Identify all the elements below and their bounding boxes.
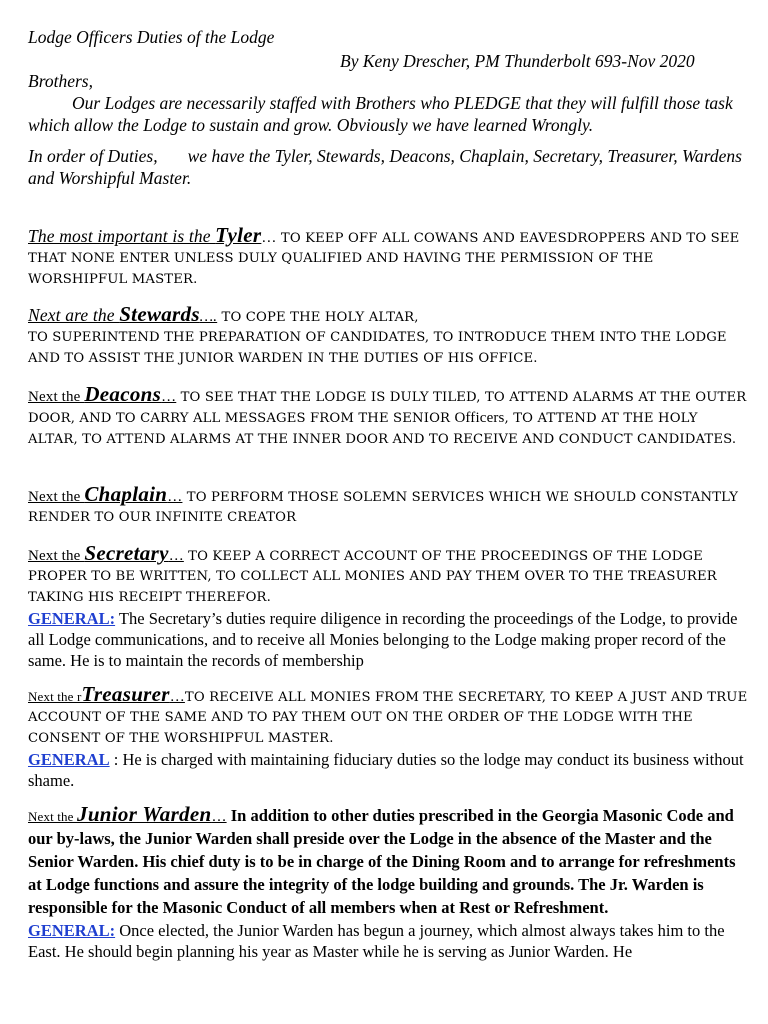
- secretary-general-text: The Secretary’s duties require diligence in recording the proceedings of the Lodge, to provide all Lodge communications, and to receive all Monies belonging to the Lodge making proper record of the same. He is to maintain the records of membership: [28, 608, 738, 670]
- intro-paragraph-text: Our Lodges are necessarily staffed with Brothers who PLEDGE that they will fulfill those task which allow the Lodge to sustain and grow. Obviously we have learned Wrongly.: [28, 93, 733, 135]
- secretary-lead: Next the Secretary…: [28, 541, 184, 565]
- order-paragraph: [28, 145, 748, 189]
- stewards-lead: Next are the Stewards….: [28, 302, 218, 326]
- document-header: [28, 26, 748, 71]
- tyler-role: Tyler: [215, 223, 262, 247]
- treasurer-text: TO RECEIVE ALL MONIES FROM THE SECRETARY, TO KEEP A JUST AND TRUE ACCOUNT OF THE SAME AND TO PAY THEM OUT ON THE ORDER OF THE LODGE WITH THE CONSENT OF THE WORSHIPFUL MASTER.: [28, 690, 748, 746]
- section-junior-warden: [28, 804, 748, 962]
- junior-warden-general: [28, 920, 748, 962]
- section-tyler: [28, 225, 748, 290]
- section-secretary: [28, 543, 748, 671]
- chaplain-lead: Next the Chaplain…: [28, 482, 183, 506]
- junior-warden-text: In addition to other duties prescribed in the Georgia Masonic Code and our by-laws, the Junior Warden shall preside over the Lodge in the absence of the Master and the Senior Warden. His chief duty is to be in charge of the Dining Room and to arrange for refreshments at Lodge functions and assure the integrity of the lodge building and grounds. The Jr. Warden is responsible for the Masonic Conduct of all members when at Rest or Refreshment.: [28, 806, 736, 917]
- junior-warden-lead: Next the Junior Warden…: [28, 802, 227, 826]
- deacons-role: Deacons: [84, 382, 162, 406]
- section-chaplain: [28, 484, 748, 529]
- junior-warden-general-label: GENERAL:: [28, 921, 116, 940]
- order-prefix: In order of Duties,: [28, 146, 158, 166]
- section-treasurer: [28, 684, 748, 791]
- deacons-lead: Next the Deacons…: [28, 382, 177, 406]
- chaplain-dots: …: [167, 489, 183, 505]
- section-deacons: [28, 384, 748, 450]
- document-page: [28, 26, 748, 961]
- secretary-general: [28, 608, 748, 671]
- stewards-role: Stewards: [119, 302, 200, 326]
- deacons-officers: Officers: [454, 410, 505, 427]
- treasurer-dots: …: [169, 689, 185, 705]
- author-byline: By Keny Drescher, PM Thunderbolt 693-Nov 2020: [340, 51, 695, 71]
- intro-paragraph: [28, 92, 748, 136]
- treasurer-general-text: : He is charged with maintaining fiduciary duties so the lodge may conduct its business without shame.: [28, 749, 744, 790]
- junior-warden-dots: …: [211, 809, 227, 825]
- document-title: Lodge Officers Duties of the Lodge: [28, 27, 275, 47]
- chaplain-role: Chaplain: [84, 482, 168, 506]
- order-text: we have the Tyler, Stewards, Deacons, Chaplain, Secretary, Treasurer, Wardens and Worshipful Master.: [28, 146, 742, 188]
- chaplain-text: TO PERFORM THOSE SOLEMN SERVICES WHICH WE SHOULD CONSTANTLY RENDER TO OUR INFINITE CREATOR: [28, 490, 739, 526]
- secretary-dots: …: [168, 548, 184, 564]
- secretary-general-label: GENERAL:: [28, 608, 116, 628]
- deacons-dots: …: [161, 389, 177, 405]
- tyler-text: TO KEEP OFF ALL COWANS AND EAVESDROPPERS AND TO SEE THAT NONE ENTER UNLESS DULY QUALIFIED AND HAVING THE PERMISSION OF THE WORSHIPFUL MASTER.: [28, 231, 740, 287]
- treasurer-lead: Next the rTreasurer…: [28, 682, 185, 706]
- treasurer-general: [28, 749, 748, 791]
- stewards-dots: ….: [199, 309, 218, 325]
- section-stewards: [28, 304, 748, 369]
- stewards-line1: TO COPE THE HOLY ALTAR,: [217, 310, 419, 325]
- deacons-text-a: TO SEE THAT THE LODGE IS DULY TILED, TO ATTEND ALARMS AT THE OUTER DOOR, AND TO CARRY ALL MESSAGES FROM THE SENIOR: [28, 390, 747, 427]
- deacons-text-b: , TO ATTEND AT THE HOLY ALTAR, TO ATTEND ALARMS AT THE INNER DOOR AND TO RECEIVE AND CONDUCT CANDIDATES.: [28, 411, 737, 447]
- junior-warden-general-text: Once elected, the Junior Warden has begun a journey, which almost always takes him to the East. He should begin planning his year as Master while he is serving as Junior Warden. He: [28, 921, 725, 961]
- secretary-text: TO KEEP A CORRECT ACCOUNT OF THE PROCEEDINGS OF THE LODGE PROPER TO BE WRITTEN, TO COLLECT ALL MONIES AND PAY THEM OVER TO THE TREASURER TAKING HIS RECEIPT THEREFOR.: [28, 549, 717, 605]
- tyler-dots: …: [261, 230, 277, 246]
- stewards-text: TO SUPERINTEND THE PREPARATION OF CANDIDATES, TO INTRODUCE THEM INTO THE LODGE AND TO ASSIST THE JUNIOR WARDEN IN THE DUTIES OF HIS OFFICE.: [28, 330, 727, 366]
- treasurer-general-label: GENERAL: [28, 749, 110, 769]
- junior-warden-role: Junior Warden: [77, 802, 212, 826]
- tyler-lead: The most important is the Tyler: [28, 223, 262, 247]
- treasurer-role: Treasurer: [81, 682, 170, 706]
- secretary-role: Secretary: [84, 541, 169, 565]
- salutation: Brothers,: [28, 71, 93, 91]
